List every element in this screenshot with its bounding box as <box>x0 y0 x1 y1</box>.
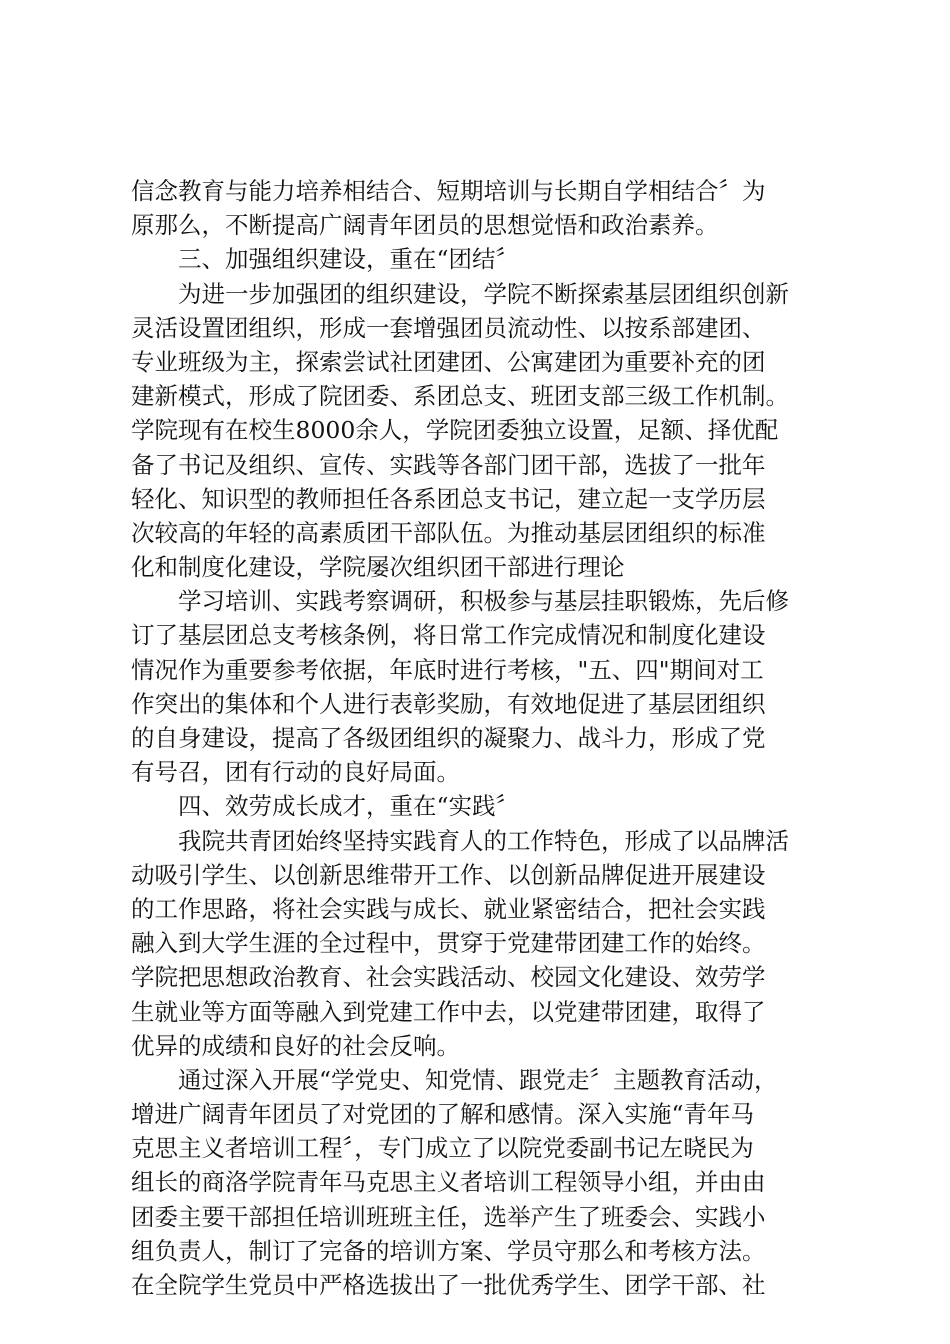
text-line: 动吸引学生、以创新思维带开工作、以创新品牌促进开展建设 <box>131 860 766 889</box>
text-line: 在全院学生党员中严格选拔出了一批优秀学生、团学干部、社 <box>131 1271 766 1299</box>
section-heading: 四、效劳成长成才，重在“实践〞 <box>178 792 520 821</box>
text-line: 我院共青团始终坚持实践育人的工作特色，形成了以品牌活 <box>178 826 789 855</box>
text-line: 的工作思路，将社会实践与成长、就业紧密结合，把社会实践 <box>131 894 766 923</box>
text-line: 次较高的年轻的高素质团干部队伍。为推动基层团组织的标准 <box>131 518 766 547</box>
text-line: 学院把思想政治教育、社会实践活动、校园文化建设、效劳学 <box>131 963 766 992</box>
text-line: 为进一步加强团的组织建设，学院不断探索基层团组织创新 <box>178 279 789 308</box>
text-line: 原那么，不断提高广阔青年团员的思想觉悟和政治素养。 <box>131 211 719 240</box>
text-line: 作突出的集体和个人进行表彰奖励，有效地促进了基层团组织 <box>131 689 766 718</box>
text-line: 情况作为重要参考依据，年底时进行考核，"五、四"期间对工 <box>131 655 764 684</box>
text-line: 通过深入开展“学党史、知党情、跟党走〞主题教育活动， <box>178 1065 778 1094</box>
section-heading: 三、加强组织建设，重在“团结〞 <box>178 245 520 274</box>
text-line: 信念教育与能力培养相结合、短期培训与长期自学相结合〞为 <box>131 177 766 205</box>
text-line: 备了书记及组织、宣传、实践等各部门团干部，选拔了一批年 <box>131 450 766 479</box>
text-line: 学习培训、实践考察调研，积极参与基层挂职锻炼，先后修 <box>178 587 789 616</box>
text-line: 化和制度化建设，学院屡次组织团干部进行理论 <box>131 553 625 582</box>
text-line: 组负责人，制订了完备的培训方案、学员守那么和考核方法。 <box>131 1236 766 1265</box>
text-line: 增进广阔青年团员了对党团的了解和感情。深入实施“青年马 <box>131 1100 755 1129</box>
text-line: 灵活设置团组织，形成一套增强团员流动性、以按系部建团、 <box>131 313 766 342</box>
text-line: 生就业等方面等融入到党建工作中去，以党建带团建，取得了 <box>131 997 766 1026</box>
text-line: 有号召，团有行动的良好局面。 <box>131 758 460 787</box>
body-text <box>131 174 831 1302</box>
text-line: 建新模式，形成了院团委、系团总支、班团支部三级工作机制。 <box>131 382 789 411</box>
text-line: 优异的成绩和良好的社会反响。 <box>131 1031 460 1060</box>
text-line: 团委主要干部担任培训班班主任，选举产生了班委会、实践小 <box>131 1202 766 1231</box>
text-line: 订了基层团总支考核条例，将日常工作完成情况和制度化建设 <box>131 621 766 650</box>
text-line: 专业班级为主，探索尝试社团建团、公寓建团为重要补充的团 <box>131 347 766 376</box>
text-line: 轻化、知识型的教师担任各系团总支书记，建立起一支学历层 <box>131 484 766 513</box>
text-line: 融入到大学生涯的全过程中，贯穿于党建带团建工作的始终。 <box>131 929 766 958</box>
text-line: 组长的商洛学院青年马克思主义者培训工程领导小组，并由由 <box>131 1168 766 1197</box>
text-line: 的自身建设，提高了各级团组织的凝聚力、战斗力，形成了党 <box>131 724 766 752</box>
text-line: 克思主义者培训工程〞，专门成立了以院党委副书记左晓民为 <box>131 1134 754 1163</box>
text-line: 学院现有在校生8000余人，学院团委独立设置，足额、择优配 <box>131 416 779 445</box>
